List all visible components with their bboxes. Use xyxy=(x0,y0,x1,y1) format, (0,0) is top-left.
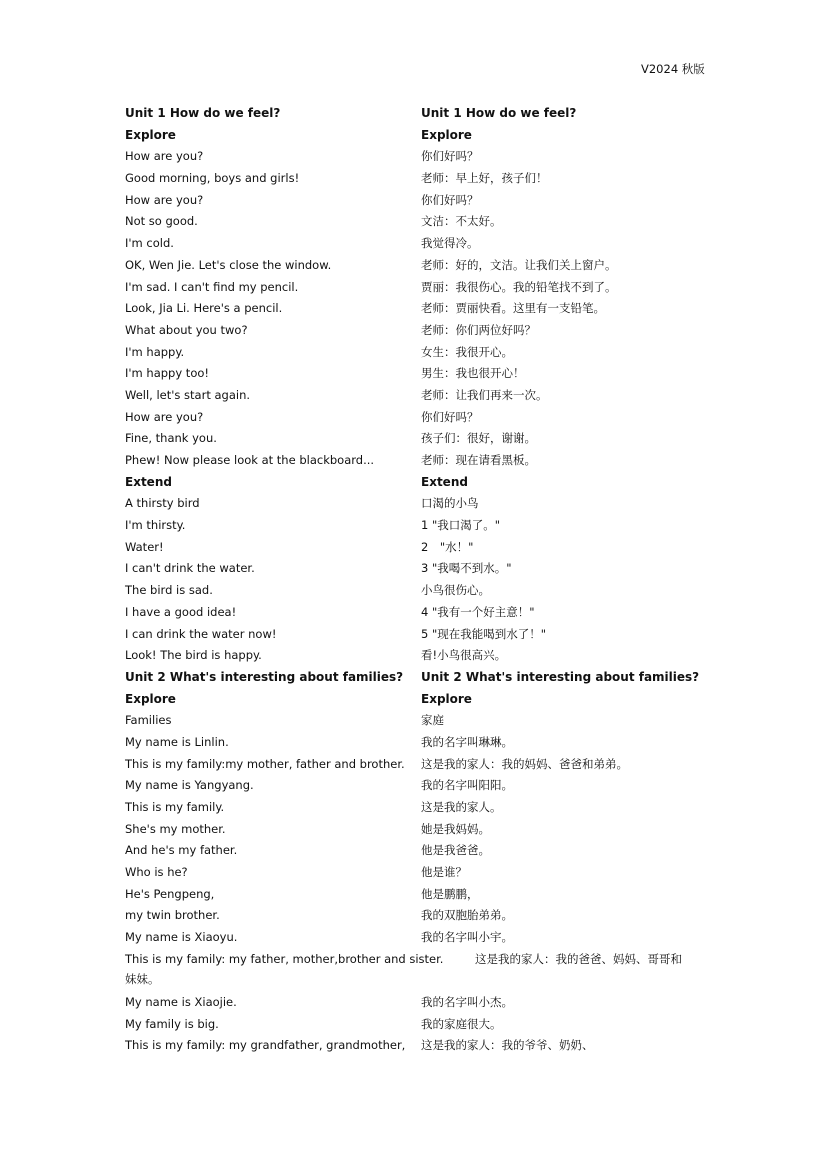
chinese-text: 老师：现在请看黑板。 xyxy=(421,453,536,467)
chinese-text: 老师：贾丽快看。这里有一支铅笔。 xyxy=(421,301,605,316)
english-text: I have a good idea! xyxy=(125,604,237,619)
chinese-text: 贾丽：我很伤心。我的铅笔找不到了。 xyxy=(421,279,617,294)
english-text: Explore xyxy=(125,691,176,706)
text-row xyxy=(125,884,715,906)
english-text: She's my mother. xyxy=(125,821,226,836)
text-row xyxy=(125,905,715,927)
text-row xyxy=(125,233,715,255)
english-text: Who is he? xyxy=(125,865,188,880)
text-row xyxy=(125,385,715,407)
chinese-text: 我的家庭很大。 xyxy=(421,1016,502,1031)
wrapped-text-row xyxy=(125,949,715,992)
text-row xyxy=(125,320,715,342)
text-row xyxy=(125,298,715,320)
english-text: What about you two? xyxy=(125,322,248,337)
text-row xyxy=(125,1035,715,1057)
english-text: My name is Linlin. xyxy=(125,734,229,749)
english-text: I'm happy. xyxy=(125,344,185,359)
chinese-text: 我的名字叫阳阳。 xyxy=(421,778,513,793)
english-text: This is my family:my mother, father and brother. xyxy=(125,756,405,771)
section-heading-row xyxy=(125,472,715,494)
section-heading-row xyxy=(125,689,715,711)
chinese-text: Extend xyxy=(421,474,468,489)
text-row xyxy=(125,342,715,364)
bilingual-text xyxy=(125,103,715,1057)
chinese-text: 我的名字叫琳琳。 xyxy=(421,734,513,749)
english-text: Explore xyxy=(125,127,176,142)
english-text: my twin brother. xyxy=(125,908,220,923)
english-text: Look! The bird is happy. xyxy=(125,648,262,663)
english-text: I'm cold. xyxy=(125,236,174,251)
text-row xyxy=(125,862,715,884)
text-row xyxy=(125,515,715,537)
english-text: I can drink the water now! xyxy=(125,626,277,641)
chinese-text: 这是我的家人：我的爸爸、妈妈、哥哥和 xyxy=(475,951,682,966)
text-row xyxy=(125,190,715,212)
chinese-text: Explore xyxy=(421,127,472,142)
chinese-text: 家庭 xyxy=(421,713,444,728)
english-text: Well, let's start again. xyxy=(125,387,251,402)
chinese-text: 4 "我有一个好主意！" xyxy=(421,604,535,619)
chinese-text: 他是鹏鹏， xyxy=(421,886,479,901)
chinese-text: 我的名字叫小杰。 xyxy=(421,994,513,1009)
section-heading-row xyxy=(125,667,715,689)
text-row xyxy=(125,493,715,515)
english-text: Fine, thank you. xyxy=(125,431,217,446)
text-row xyxy=(125,255,715,277)
english-text: My name is Xiaojie. xyxy=(125,994,237,1009)
chinese-text: 老师：早上好，孩子们！ xyxy=(421,171,548,186)
chinese-text: 你们好吗？ xyxy=(421,149,479,164)
english-text: Not so good. xyxy=(125,214,198,229)
english-text: How are you? xyxy=(125,192,204,207)
chinese-text: 老师：让我们再来一次。 xyxy=(421,387,548,402)
english-text: Unit 2 What's interesting about families? xyxy=(125,669,404,684)
english-text: I'm happy too! xyxy=(125,366,209,381)
english-text: Look, Jia Li. Here's a pencil. xyxy=(125,301,283,316)
english-text: Water! xyxy=(125,539,164,554)
chinese-text: Explore xyxy=(421,691,472,706)
chinese-text: 1 "我口渴了。" xyxy=(421,518,501,533)
english-text: This is my family: my grandfather, grandmother, xyxy=(125,1038,406,1053)
text-row xyxy=(125,775,715,797)
chinese-text: 老师：好的，文洁。让我们关上窗户。 xyxy=(421,257,617,272)
chinese-text: 你们好吗？ xyxy=(421,192,479,207)
chinese-text: 3 "我喝不到水。" xyxy=(421,561,512,576)
chinese-text: 女生：我很开心。 xyxy=(421,344,513,359)
english-text: How are you? xyxy=(125,409,204,424)
text-row xyxy=(125,819,715,841)
chinese-text: 这是我的家人：我的爷爷、奶奶、 xyxy=(421,1038,594,1053)
english-text: I can't drink the water. xyxy=(125,561,255,576)
chinese-text: 口渴的小鸟 xyxy=(421,496,479,511)
english-text: A thirsty bird xyxy=(125,496,200,511)
chinese-text: 老师：你们两位好吗？ xyxy=(421,322,536,337)
chinese-text: 她是我妈妈。 xyxy=(421,821,490,836)
section-heading-row xyxy=(125,103,715,125)
english-text: The bird is sad. xyxy=(125,583,213,598)
chinese-text: 我的双胞胎弟弟。 xyxy=(421,908,513,923)
chinese-text: 我的名字叫小宇。 xyxy=(421,930,513,945)
text-row xyxy=(125,732,715,754)
chinese-text: 2 "水！" xyxy=(421,539,474,554)
chinese-text: 小鸟很伤心。 xyxy=(421,583,490,598)
text-row xyxy=(125,797,715,819)
text-row xyxy=(125,1014,715,1036)
text-row xyxy=(125,840,715,862)
english-text: This is my family. xyxy=(125,800,225,814)
text-row xyxy=(125,277,715,299)
chinese-text: 他是谁？ xyxy=(421,865,467,880)
english-text: OK, Wen Jie. Let's close the window. xyxy=(125,257,332,272)
english-text: Families xyxy=(125,713,172,728)
english-text: Unit 1 How do we feel? xyxy=(125,106,281,120)
text-row xyxy=(125,927,715,949)
section-heading-row xyxy=(125,125,715,147)
english-text: Extend xyxy=(125,474,172,489)
text-row xyxy=(125,407,715,429)
english-text: I'm thirsty. xyxy=(125,518,186,533)
english-text: My name is Yangyang. xyxy=(125,778,254,793)
english-text: Good morning, boys and girls! xyxy=(125,171,300,186)
english-text: This is my family: my father, mother,brother and sister. xyxy=(125,951,444,966)
text-row xyxy=(125,602,715,624)
chinese-text: 你们好吗？ xyxy=(421,409,479,424)
chinese-text: 他是我爸爸。 xyxy=(421,843,490,858)
english-text: He's Pengpeng, xyxy=(125,886,215,901)
text-row xyxy=(125,363,715,385)
text-row xyxy=(125,645,715,667)
chinese-text: 孩子们：很好，谢谢。 xyxy=(421,431,536,446)
text-row xyxy=(125,992,715,1014)
english-text: My name is Xiaoyu. xyxy=(125,930,238,945)
chinese-text: Unit 1 How do we feel? xyxy=(421,106,577,120)
english-text: I'm sad. I can't find my pencil. xyxy=(125,279,299,294)
chinese-text: 文洁：不太好。 xyxy=(421,214,502,229)
text-row xyxy=(125,211,715,233)
text-row xyxy=(125,428,715,450)
chinese-text: 这是我的家人：我的妈妈、爸爸和弟弟。 xyxy=(421,756,628,771)
chinese-text: Unit 2 What's interesting about families? xyxy=(421,669,700,684)
text-row xyxy=(125,624,715,646)
text-row xyxy=(125,450,715,472)
chinese-text: 妹妹。 xyxy=(125,971,160,986)
text-row xyxy=(125,537,715,559)
chinese-text: 看!小鸟很高兴。 xyxy=(421,648,507,663)
chinese-text: 5 "现在我能喝到水了！" xyxy=(421,626,547,641)
english-text: My family is big. xyxy=(125,1016,219,1031)
chinese-text: 这是我的家人。 xyxy=(421,800,502,814)
english-text: How are you? xyxy=(125,149,204,164)
text-row xyxy=(125,580,715,602)
text-row xyxy=(125,710,715,732)
text-row xyxy=(125,168,715,190)
text-row xyxy=(125,754,715,776)
chinese-text: 我觉得冷。 xyxy=(421,236,479,251)
text-row xyxy=(125,558,715,580)
chinese-text: 男生：我也很开心！ xyxy=(421,366,525,381)
text-row xyxy=(125,146,715,168)
english-text: Phew! Now please look at the blackboard... xyxy=(125,453,375,467)
english-text: And he's my father. xyxy=(125,843,238,858)
version-label: V2024 秋版 xyxy=(641,62,705,76)
